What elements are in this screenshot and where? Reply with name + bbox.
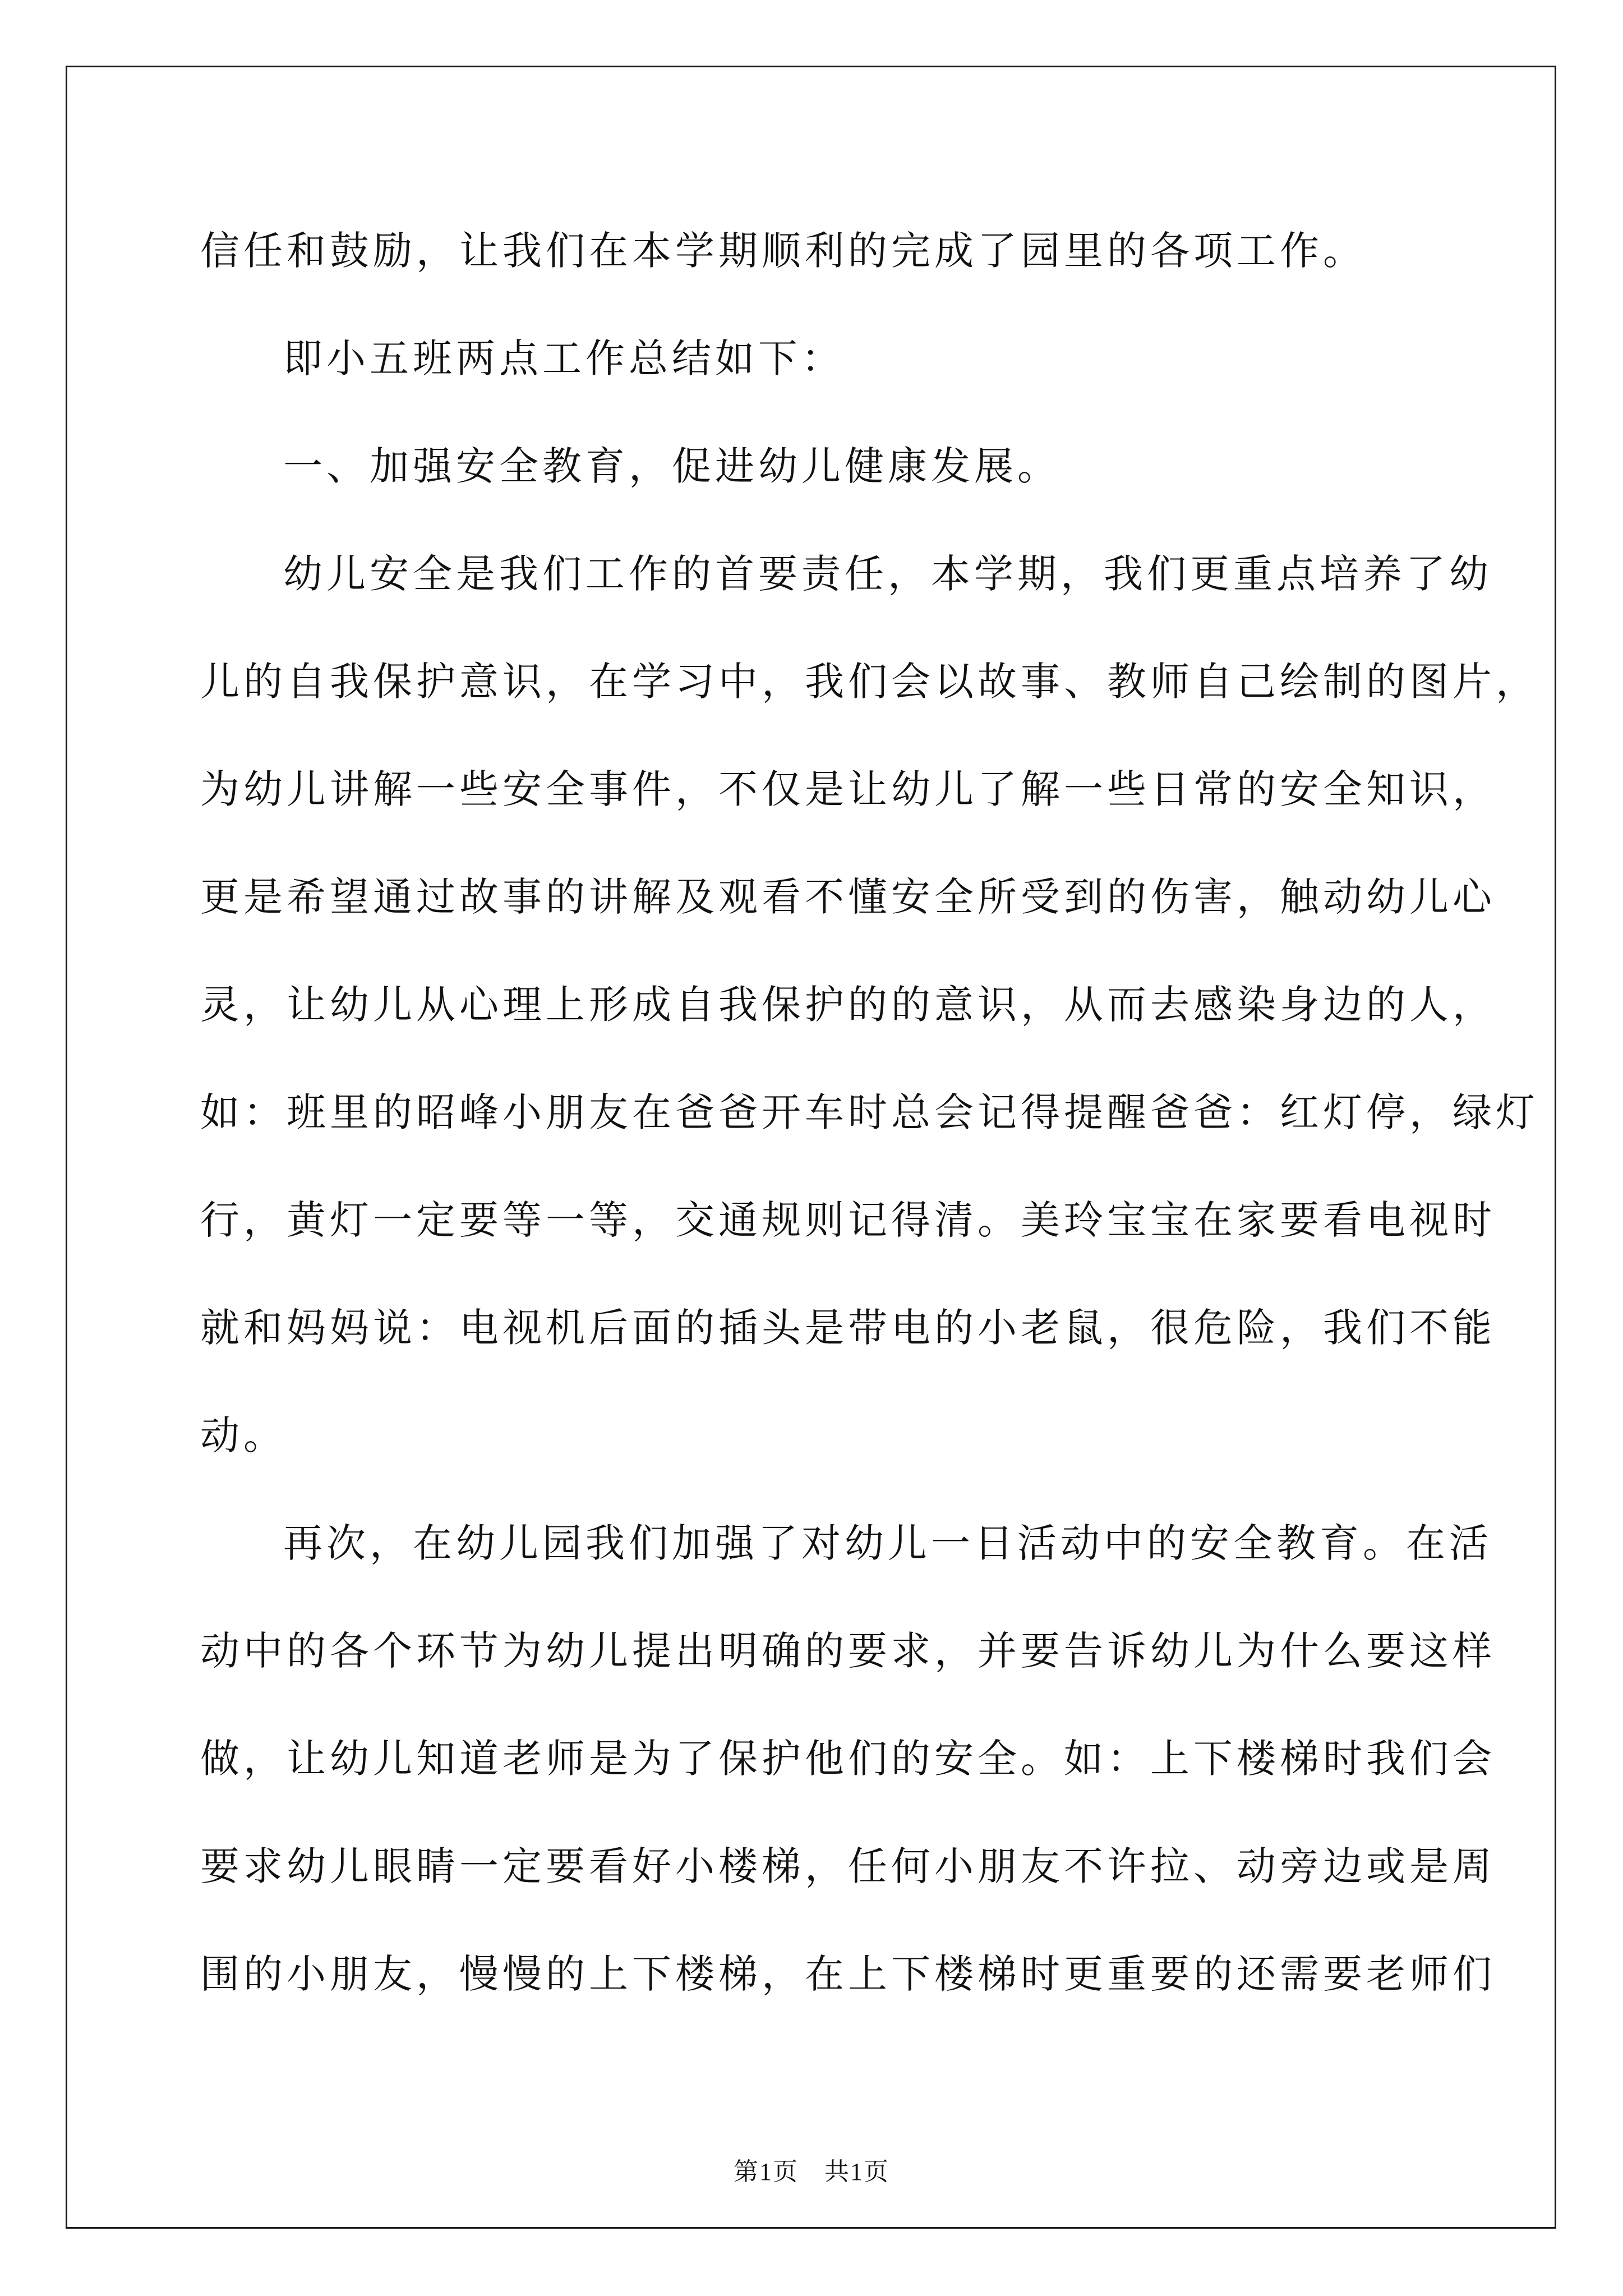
document-body [200, 219, 1539, 2050]
paragraph-line: 要求幼儿眼睛一定要看好小楼梯，任何小朋友不许拉、动旁边或是周 [200, 1843, 1496, 1889]
paragraph-line: 做，让幼儿知道老师是为了保护他们的安全。如：上下楼梯时我们会 [200, 1736, 1496, 1782]
paragraph-line: 动。 [200, 1412, 287, 1458]
section-heading: 一、加强安全教育，促进幼儿健康发展。 [283, 443, 1061, 489]
paragraph-line: 如：班里的昭峰小朋友在爸爸开车时总会记得提醒爸爸：红灯停，绿灯 [200, 1089, 1539, 1135]
paragraph-line: 灵，让幼儿从心理上形成自我保护的的意识，从而去感染身边的人， [200, 982, 1496, 1028]
paragraph-line: 更是希望通过故事的讲解及观看不懂安全所受到的伤害，触动幼儿心 [200, 874, 1496, 920]
paragraph-line: 幼儿安全是我们工作的首要责任，本学期，我们更重点培养了幼 [283, 551, 1492, 597]
paragraph-line: 行，黄灯一定要等一等，交通规则记得清。美玲宝宝在家要看电视时 [200, 1197, 1496, 1243]
paragraph-line: 围的小朋友，慢慢的上下楼梯，在上下楼梯时更重要的还需要老师们 [200, 1951, 1496, 1997]
paragraph-line: 就和妈妈说：电视机后面的插头是带电的小老鼠，很危险，我们不能 [200, 1305, 1496, 1351]
paragraph-line: 儿的自我保护意识，在学习中，我们会以故事、教师自己绘制的图片， [200, 659, 1539, 705]
paragraph-line: 动中的各个环节为幼儿提出明确的要求，并要告诉幼儿为什么要这样 [200, 1628, 1496, 1674]
paragraph-line: 再次，在幼儿园我们加强了对幼儿一日活动中的安全教育。在活 [283, 1520, 1492, 1566]
paragraph-line: 即小五班两点工作总结如下： [283, 335, 845, 381]
page-number-footer: 第1页 共1页 [734, 2158, 889, 2185]
paragraph-line: 为幼儿讲解一些安全事件，不仅是让幼儿了解一些日常的安全知识， [200, 766, 1496, 812]
paragraph-line: 信任和鼓励，让我们在本学期顺利的完成了园里的各项工作。 [200, 228, 1366, 274]
